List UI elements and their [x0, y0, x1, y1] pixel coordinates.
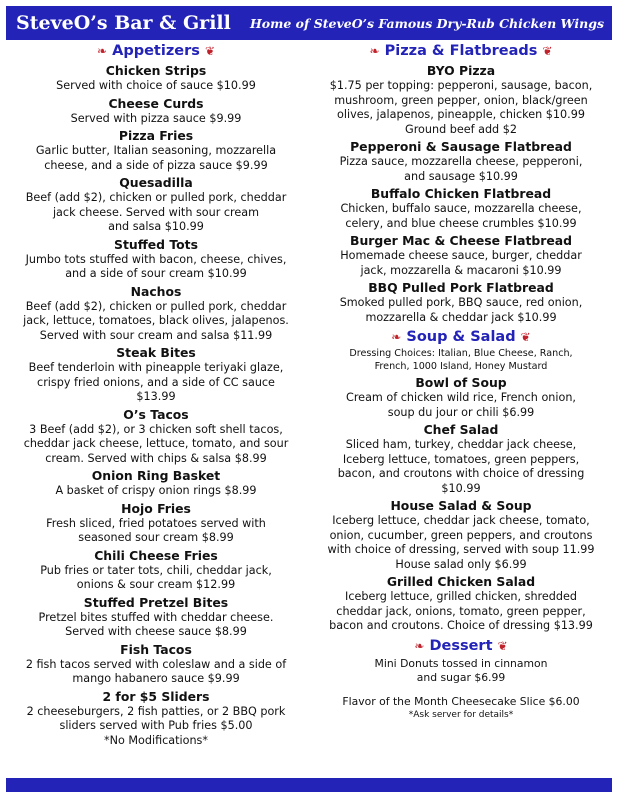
menu-item-name: Stuffed Pretzel Bites: [83, 594, 229, 610]
menu-item-name: Chicken Strips: [105, 63, 207, 78]
menu-item-description: Homemade cheese sauce, burger, cheddar jack, mozzarella & macaroni $10.99: [340, 249, 582, 277]
appetizer-list: [8, 62, 304, 748]
menu-item-name: Steak Bites: [116, 345, 196, 360]
menu-item-description: Pub fries or tater tots, chili, cheddar jack, onions & sour cream $12.99: [40, 563, 272, 591]
menu-item-name: Stuffed Tots: [114, 236, 198, 252]
menu-item-description: Cream of chicken wild rice, French onion, soup du jour or chili $6.99: [346, 391, 576, 419]
left-column: [8, 42, 304, 748]
menu-item-name: Pizza Fries: [118, 128, 194, 143]
menu-item-description: 2 cheeseburgers, 2 fish patties, or 2 BBQ pork sliders served with Pub fries $5.00 *No Modifications*: [26, 704, 286, 747]
menu-item-name: Hojo Fries: [121, 500, 191, 516]
menu-item-description: Jumbo tots stuffed with bacon, cheese, chives, and a side of sour cream $10.99: [25, 252, 287, 280]
restaurant-name: SteveO’s Bar & Grill: [16, 12, 231, 34]
section-pizza: [312, 43, 610, 59]
ornament-left-icon: ❧: [369, 44, 380, 58]
menu-item-name: Grilled Chicken Salad: [386, 574, 536, 589]
menu-item-description: Served with pizza sauce $9.99: [70, 111, 242, 125]
menu-item-name: Cheese Curds: [108, 95, 204, 111]
dessert-note: *Ask server for details*: [408, 710, 514, 720]
menu-item-name: Nachos: [130, 283, 182, 299]
menu-item-name: Bowl of Soup: [415, 375, 507, 390]
menu-item-name: Chili Cheese Fries: [94, 547, 218, 563]
dessert-cheesecake: Flavor of the Month Cheesecake Slice $6.00: [342, 694, 580, 708]
menu-item-name: 2 for $5 Sliders: [102, 688, 210, 704]
menu-item-name: Quesadilla: [119, 175, 193, 190]
menu-item-name: Pepperoni & Sausage Flatbread: [350, 139, 572, 154]
ornament-right-icon: ❦: [520, 330, 531, 344]
menu-header: [6, 6, 612, 40]
menu-item-description: Served with choice of sauce $10.99: [56, 79, 256, 92]
soup-salad-list: [312, 374, 610, 634]
dressing-choices: Dressing Choices: Italian, Blue Cheese, Ranch, French, 1000 Island, Honey Mustard: [349, 348, 573, 372]
pizza-list: [312, 62, 610, 325]
dessert-donuts: Mini Donuts tossed in cinnamon and sugar $6.99: [374, 656, 548, 684]
menu-item-name: Buffalo Chicken Flatbread: [370, 186, 552, 201]
menu-item-description: Pizza sauce, mozzarella cheese, pepperoni, and sausage $10.99: [339, 155, 583, 183]
menu-item-name: Burger Mac & Cheese Flatbread: [350, 233, 572, 248]
menu-item-description: Beef (add $2), chicken or pulled pork, cheddar jack cheese. Served with sour cream and salsa $10.99: [25, 191, 287, 233]
menu-item-description: Garlic butter, Italian seasoning, mozzarella cheese, and a side of pizza sauce $9.99: [35, 144, 277, 172]
menu-item-description: $1.75 per topping: pepperoni, sausage, bacon, mushroom, green pepper, onion, black/green olives, jalapenos, pineapple, chicken $10.99 Ground beef add $2: [329, 79, 593, 136]
menu-item-name: House Salad & Soup: [390, 498, 532, 513]
section-title: Soup & Salad: [406, 329, 516, 345]
menu-item-description: Beef (add $2), chicken or pulled pork, cheddar jack, lettuce, tomatoes, black olives, jalapenos. Served with sour cream and salsa $11.99: [23, 299, 289, 342]
menu-item-name: BYO Pizza: [426, 63, 496, 78]
menu-item-name: Chef Salad: [423, 422, 499, 437]
menu-item-description: Iceberg lettuce, cheddar jack cheese, tomato, onion, cucumber, green peppers, and croutons with choice of dressing, served with soup 11.99 House salad only $6.99: [327, 514, 595, 571]
menu-item-description: Sliced ham, turkey, cheddar jack cheese, Iceberg lettuce, tomatoes, green peppers, bacon, and croutons with choice of dressing $10.99: [337, 438, 585, 495]
menu-item-description: Smoked pulled pork, BBQ sauce, red onion, mozzarella & cheddar jack $10.99: [339, 296, 583, 324]
menu-item-description: Fresh sliced, fried potatoes served with seasoned sour cream $8.99: [46, 516, 266, 544]
section-title: Dessert: [429, 637, 493, 654]
ornament-left-icon: ❧: [414, 638, 425, 653]
menu-item-description: 2 fish tacos served with coleslaw and a side of mango habanero sauce $9.99: [25, 657, 287, 685]
menu-item-description: 3 Beef (add $2), or 3 chicken soft shell tacos, cheddar jack cheese, lettuce, tomato, and sour cream. Served with chips & salsa $8.99: [23, 422, 289, 465]
menu-item-description: Beef tenderloin with pineapple teriyaki glaze, crispy fried onions, and a side of CC sauce $13.99: [28, 361, 284, 403]
section-title: Appetizers: [112, 43, 200, 59]
menu-item-description: Chicken, buffalo sauce, mozzarella cheese, celery, and blue cheese crumbles $10.99: [340, 202, 582, 230]
footer-bar: [6, 778, 612, 792]
section-title: Pizza & Flatbreads: [384, 43, 538, 59]
tagline: Home of SteveO’s Famous Dry-Rub Chicken Wings: [249, 15, 604, 31]
menu-item-description: Iceberg lettuce, grilled chicken, shredded cheddar jack, onions, tomato, green pepper, bacon and croutons. Choice of dressing $13.99: [329, 590, 593, 632]
right-column: [312, 42, 610, 722]
ornament-right-icon: ❦: [204, 44, 216, 58]
ornament-right-icon: ❦: [542, 44, 553, 58]
ornament-left-icon: ❧: [391, 330, 402, 344]
ornament-left-icon: ❧: [96, 44, 108, 58]
section-dessert: [312, 638, 610, 654]
menu-item-name: Onion Ring Basket: [91, 468, 221, 483]
menu-item-description: A basket of crispy onion rings $8.99: [55, 484, 257, 497]
ornament-right-icon: ❦: [497, 638, 508, 653]
menu-item-name: Fish Tacos: [120, 641, 192, 657]
menu-item-name: O’s Tacos: [123, 406, 189, 422]
section-soup-salad: [312, 329, 610, 345]
menu-item-description: Pretzel bites stuffed with cheddar cheese. Served with cheese sauce $8.99: [38, 610, 274, 638]
menu-item-name: BBQ Pulled Pork Flatbread: [368, 280, 554, 295]
section-appetizers: [8, 43, 304, 59]
